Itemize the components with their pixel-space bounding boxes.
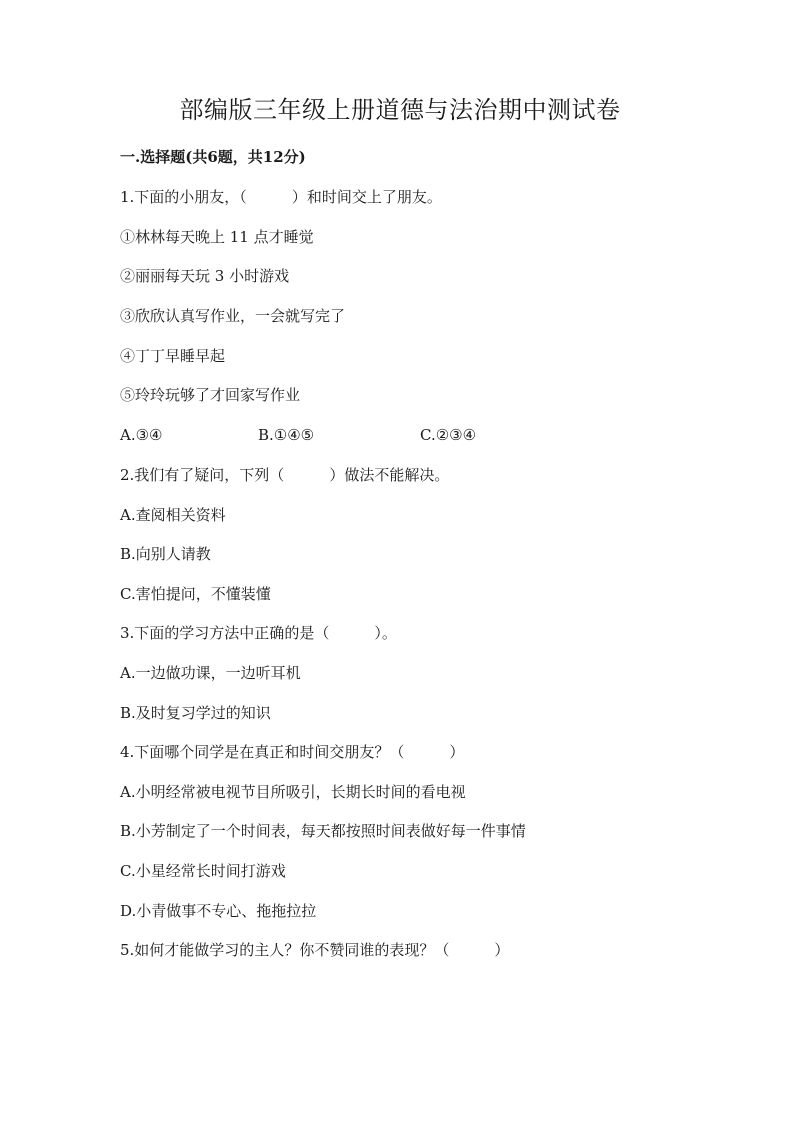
page-title: 部编版三年级上册道德与法治期中测试卷 [179,96,621,124]
question-3-option-a: A.一边做功课，一边听耳机 [120,664,301,682]
question-1-option-a: A.③④ [120,426,163,444]
question-3-stem: 3.下面的学习方法中正确的是（ ）。 [120,624,397,642]
question-2-option-c: C.害怕提问，不懂装懂 [120,585,271,603]
question-5-stem: 5.如何才能做学习的主人？你不赞同谁的表现？（ ） [120,941,510,959]
question-4-option-a: A.小明经常被电视节目所吸引，长期长时间的看电视 [120,783,466,801]
question-1-statement-2: ②丽丽每天玩 3 小时游戏 [120,267,290,285]
question-2-option-a: A.查阅相关资料 [120,506,226,524]
question-1-option-c: C.②③④ [420,426,477,444]
question-1-statement-1: ①林林每天晚上 11 点才睡觉 [120,228,314,246]
question-2-stem: 2.我们有了疑问，下列（ ）做法不能解决。 [120,466,450,484]
question-2-option-b: B.向别人请教 [120,545,211,563]
question-1-statement-4: ④丁丁早睡早起 [120,347,226,365]
question-1-statement-5: ⑤玲玲玩够了才回家写作业 [120,386,301,404]
question-1-stem: 1.下面的小朋友，（ ）和时间交上了朋友。 [120,188,442,206]
question-4-option-b: B.小芳制定了一个时间表，每天都按照时间表做好每一件事情 [120,822,526,840]
question-1-statement-3: ③欣欣认真写作业，一会就写完了 [120,307,346,325]
question-1-option-b: B.①④⑤ [258,426,315,444]
question-3-option-b: B.及时复习学过的知识 [120,704,271,722]
question-4-option-d: D.小青做事不专心、拖拖拉拉 [120,902,317,920]
question-1-options [120,423,680,447]
question-4-option-c: C.小星经常长时间打游戏 [120,862,286,880]
question-4-stem: 4.下面哪个同学是在真正和时间交朋友？（ ） [120,743,465,761]
section-heading: 一.选择题(共6题，共12分) [120,148,306,166]
